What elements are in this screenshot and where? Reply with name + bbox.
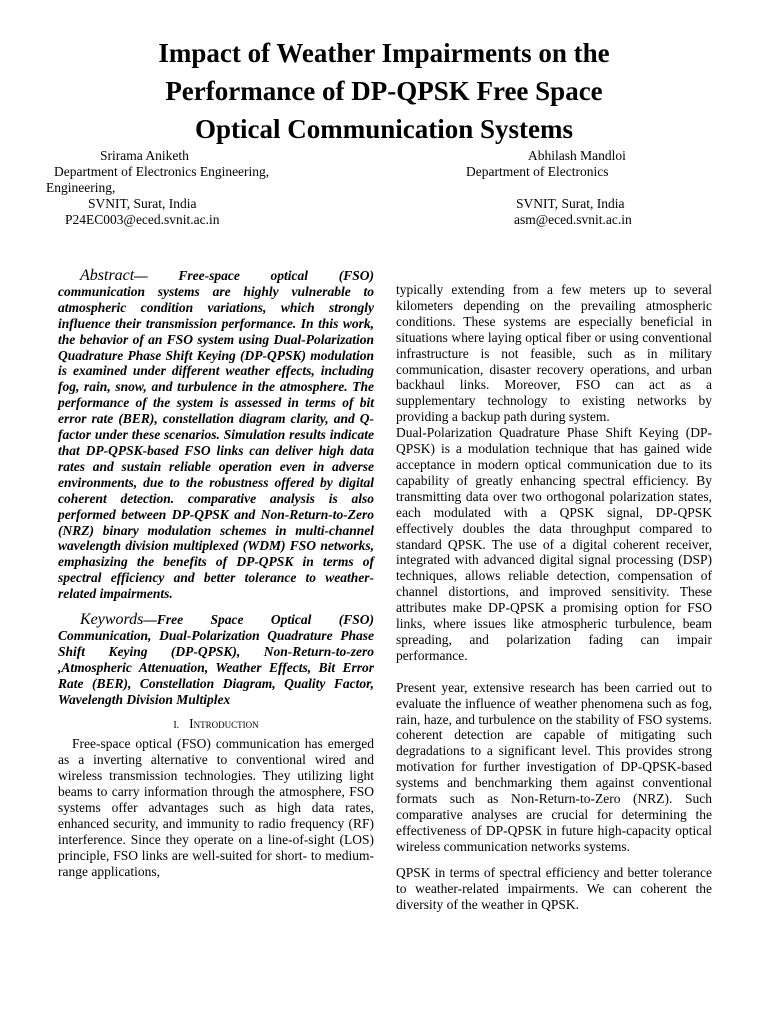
- keywords: [58, 612, 374, 707]
- author-location: SVNIT, Surat, India: [516, 196, 625, 211]
- left-column: [58, 268, 374, 880]
- keywords-label: Keywords: [80, 611, 144, 629]
- title-line: Impact of Weather Impairments on the: [158, 38, 610, 68]
- author-location: SVNIT, Surat, India: [88, 196, 197, 211]
- author-department-cont: Engineering,: [46, 180, 116, 195]
- keywords-text: Free Space Optical (FSO) Communication, Dual-Polarization Quadrature Phase Shift Keying (DP-QPSK), Non-Return-to-zero ,Atmospheric Attenuation, Weather Effects, Bit Error Rate (BER), Constellation Diagram, Quality Factor, Wavelength Division Multiplex: [58, 612, 374, 707]
- author-block-1: [30, 148, 330, 228]
- intro-paragraph-cont: typically extending from a few meters up to several kilometers depending on the prevailing atmospheric conditions. These systems are especially beneficial in situations where laying optical fiber or using conventional infrastructure is not feasible, such as in military communication, disaster recovery operations, and urban backhaul links. Moreover, FSO can act as a supplementary technology to existing networks by providing a backup path during system.: [396, 282, 712, 425]
- author-name: Abhilash Mandloi: [528, 148, 626, 163]
- section-title: Introduction: [189, 716, 259, 732]
- author-email[interactable]: asm@eced.svnit.ac.in: [514, 212, 632, 227]
- intro-paragraph: Free-space optical (FSO) communication has emerged as a inverting alternative to conventional wired and wireless transmission technologies. They utilizing light beams to carry information through the atmosphere, FSO systems offer advantages such as high data rates, enhanced security, and immunity to radio frequency (RF) interference. Since they operate on a line-of-sight (LOS) principle, FSO links are well-suited for short- to medium-range applications,: [58, 736, 374, 879]
- paper-title: [60, 34, 708, 148]
- abstract-dash: —: [134, 268, 148, 283]
- closing-paragraph: QPSK in terms of spectral efficiency and better tolerance to weather-related impairments. We can coherent the diversity of the weather in QPSK.: [396, 864, 712, 912]
- author-department: Department of Electronics Engineering,: [54, 164, 270, 179]
- research-paragraph: Present year, extensive research has been carried out to evaluate the influence of weather phenomena such as fog, rain, haze, and turbulence on the stability of FSO systems. coherent detection are capable of mitigating such degradations to a significant level. This provides strong motivation for further investigation of DP-QPSK-based systems and benchmarking them against conventional formats such as Non-Return-to-Zero (NRZ). Such comparative analyses are crucial for determining the effectiveness of DP-QPSK in future high-capacity optical wireless communication networks systems.: [396, 679, 712, 854]
- author-block-2: [440, 148, 700, 228]
- section-heading: [58, 716, 374, 734]
- keywords-dash: —: [143, 612, 157, 628]
- author-department: Department of Electronics: [466, 164, 609, 179]
- abstract-text: Free-space optical (FSO) communication systems are highly vulnerable to atmospheric condition variations, which strongly influence their transmission performance. In this work, the behavior of an FSO system using Dual-Polarization Quadrature Phase Shift Keying (DP-QPSK) modulation is examined under different weather effects, including fog, rain, snow, and turbulence in the atmosphere. The performance of the system is assessed in terms of bit error rate (BER), constellation diagram clarity, and Q-factor under these scenarios. Simulation results indicate that DP-QPSK-based FSO links can deliver high data rates and sustain reliable operation even in adverse environments, due to the robustness offered by digital coherent detection. comparative analysis is also performed between DP-QPSK and Non-Return-to-Zero (NRZ) binary modulation schemes in multi-channel wavelength division multiplexed (WDM) FSO networks, emphasizing the benefits of DP-QPSK in terms of spectral efficiency and better tolerance to weather-related impairments.: [58, 268, 374, 602]
- author-email[interactable]: P24EC003@eced.svnit.ac.in: [65, 212, 220, 227]
- abstract: [58, 268, 374, 602]
- right-column: [396, 282, 712, 912]
- abstract-label: Abstract: [80, 267, 135, 284]
- author-name: Srirama Aniketh: [100, 148, 189, 163]
- dpqpsk-paragraph: Dual-Polarization Quadrature Phase Shift Keying (DP-QPSK) is a modulation technique that has gained wide acceptance in modern optical communication due to its capability of greatly enhancing spectral efficiency. By transmitting data over two orthogonal polarization states, each modulated with a QPSK signal, DP-QPSK effectively doubles the data throughput compared to standard QPSK. The use of a digital coherent receiver, integrated with advanced digital signal processing (DSP) techniques, allows reliable detection, compensation of channel distortions, and improved sensitivity. These attributes make DP-QPSK a promising option for FSO links, where issues like atmospheric turbulence, beam spreading, and polarization fading can impair performance.: [396, 425, 712, 663]
- title-line: Performance of DP-QPSK Free Space: [165, 76, 603, 106]
- title-line: Optical Communication Systems: [195, 114, 573, 144]
- section-number: I.: [173, 720, 180, 732]
